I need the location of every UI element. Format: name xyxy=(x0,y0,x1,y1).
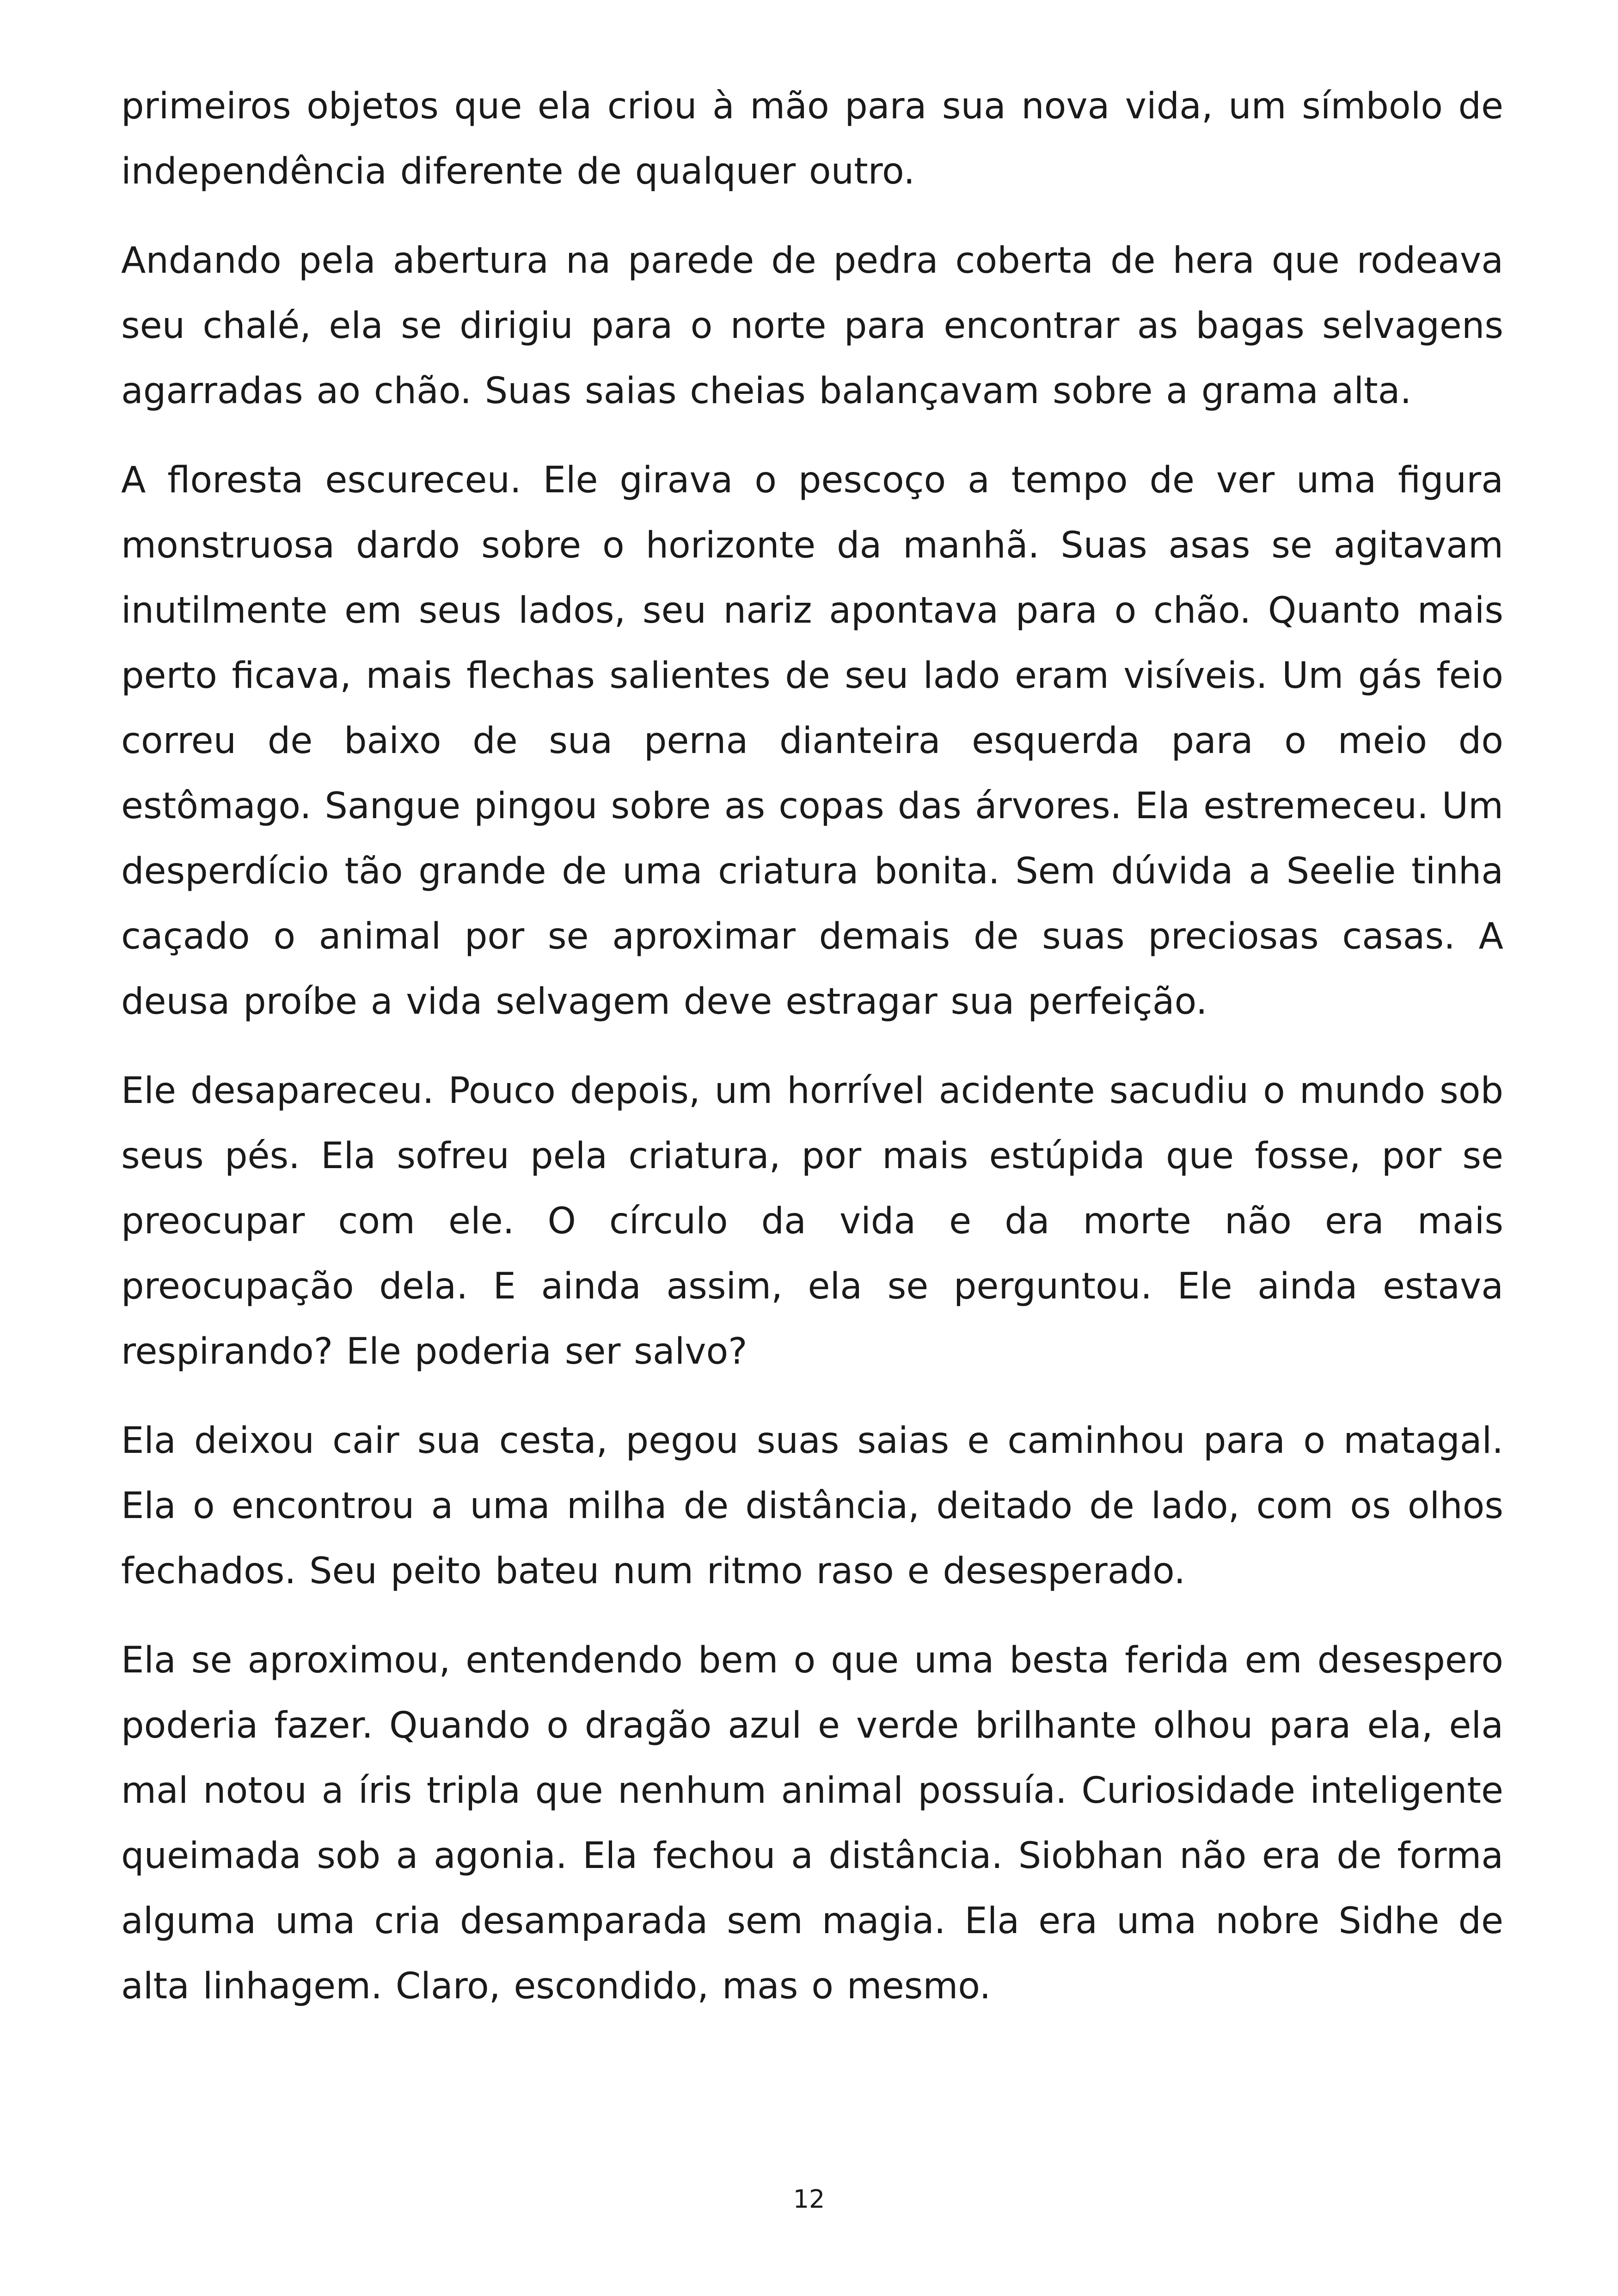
page-body xyxy=(121,74,1503,2043)
page-number: 12 xyxy=(793,2185,825,2214)
paragraph: Ele desapareceu. Pouco depois, um horrível acidente sacudiu o mundo sob seus pés. Ela sofreu pela criatura, por mais estúpida que fosse, por se preocupar com ele. O círculo da vida e da morte não era mais preocupação dela. E ainda assim, ela se perguntou. Ele ainda estava respirando? Ele poderia ser salvo? xyxy=(121,1070,1503,1372)
paragraph: Ela se aproximou, entendendo bem o que uma besta ferida em desespero poderia fazer. Quando o dragão azul e verde brilhante olhou para ela, ela mal notou a íris tripla que nenhum animal possuía. Curiosidade inteligente queimada sob a agonia. Ela fechou a distância. Siobhan não era de forma alguma uma cria desamparada sem magia. Ela era uma nobre Sidhe de alta linhagem. Claro, escondido, mas o mesmo. xyxy=(121,1640,1503,2007)
paragraph: Andando pela abertura na parede de pedra coberta de hera que rodeava seu chalé, ela se dirigiu para o norte para encontrar as bagas selvagens agarradas ao chão. Suas saias cheias balançavam sobre a grama alta. xyxy=(121,240,1503,412)
paragraph: primeiros objetos que ela criou à mão para sua nova vida, um símbolo de independência diferente de qualquer outro. xyxy=(121,86,1503,192)
paragraph: A floresta escureceu. Ele girava o pescoço a tempo de ver uma figura monstruosa dardo sobre o horizonte da manhã. Suas asas se agitavam inutilmente em seus lados, seu nariz apontava para o chão. Quanto mais perto ficava, mais flechas salientes de seu lado eram visíveis. Um gás feio correu de baixo de sua perna dianteira esquerda para o meio do estômago. Sangue pingou sobre as copas das árvores. Ela estremeceu. Um desperdício tão grande de uma criatura bonita. Sem dúvida a Seelie tinha caçado o animal por se aproximar demais de suas preciosas casas. A deusa proíbe a vida selvagem deve estragar sua perfeição. xyxy=(121,459,1503,1022)
paragraph: Ela deixou cair sua cesta, pegou suas saias e caminhou para o matagal. Ela o encontrou a uma milha de distância, deitado de lado, com os olhos fechados. Seu peito bateu num ritmo raso e desesperado. xyxy=(121,1420,1503,1592)
